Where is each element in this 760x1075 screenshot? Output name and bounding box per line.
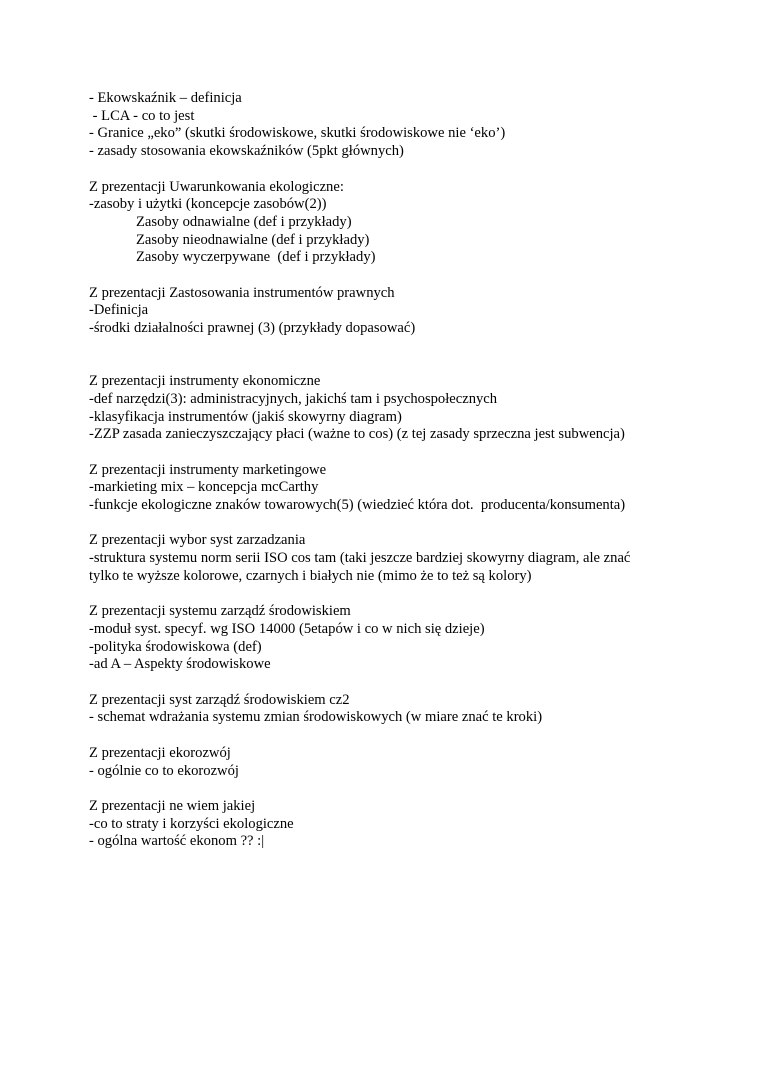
section-heading: Z prezentacji syst zarządź środowiskiem cz2 [89, 691, 350, 708]
doc-line: - Granice „eko” (skutki środowiskowe, skutki środowiskowe nie ‘eko’) [89, 125, 506, 142]
indented-line: Zasoby nieodnawialne (def i przykłady) [136, 231, 370, 248]
blank-line [89, 444, 689, 462]
blank-line [89, 338, 689, 356]
doc-line: tylko te wyższe kolorowe, czarnych i białych nie (mimo że to też są kolory) [89, 567, 532, 584]
doc-line: -środki działalności prawnej (3) (przykłady dopasować) [89, 320, 416, 337]
doc-line: - ogólnie co to ekorozwój [89, 762, 239, 779]
blank-line [89, 674, 689, 692]
doc-line: -markieting mix – koncepcja mcCarthy [89, 479, 319, 496]
section-heading: Z prezentacji Uwarunkowania ekologiczne: [89, 178, 344, 195]
doc-line: - LCA - co to jest [89, 107, 195, 124]
indented-line: Zasoby odnawialne (def i przykłady) [136, 213, 352, 230]
blank-line [89, 727, 689, 745]
section-heading: Z prezentacji ekorozwój [89, 744, 231, 761]
doc-line: -struktura systemu norm serii ISO cos tam (taki jeszcze bardziej skowyrny diagram, ale znać [89, 550, 631, 567]
doc-line: -zasoby i użytki (koncepcje zasobów(2)) [89, 196, 327, 213]
section-heading: Z prezentacji instrumenty marketingowe [89, 461, 327, 478]
section-heading: Z prezentacji wybor syst zarzadzania [89, 532, 306, 549]
doc-line: - ogólna wartość ekonom ?? :| [89, 833, 265, 850]
doc-line: -ad A – Aspekty środowiskowe [89, 656, 271, 673]
doc-line: - zasady stosowania ekowskaźników (5pkt głównych) [89, 143, 404, 160]
section-heading: Z prezentacji ne wiem jakiej [89, 797, 256, 814]
blank-line [89, 161, 689, 179]
blank-line [89, 356, 689, 374]
doc-line: -moduł syst. specyf. wg ISO 14000 (5etapów i co w nich się dzieje) [89, 620, 485, 637]
doc-line: - schemat wdrażania systemu zmian środowiskowych (w miare znać te kroki) [89, 709, 543, 726]
blank-line [89, 515, 689, 533]
doc-line: -Definicja [89, 302, 149, 319]
blank-line [89, 780, 689, 798]
section-heading: Z prezentacji systemu zarządź środowiskiem [89, 603, 351, 620]
doc-line: - Ekowskaźnik – definicja [89, 90, 242, 106]
blank-line [89, 586, 689, 604]
section-heading: Z prezentacji Zastosowania instrumentów prawnych [89, 284, 395, 301]
blank-line [89, 267, 689, 285]
section-heading: Z prezentacji instrumenty ekonomiczne [89, 373, 321, 390]
doc-line: -klasyfikacja instrumentów (jakiś skowyrny diagram) [89, 408, 402, 425]
doc-line: -ZZP zasada zanieczyszczający płaci (ważne to cos) (z tej zasady sprzeczna jest subwencja) [89, 426, 625, 443]
doc-line: -polityka środowiskowa (def) [89, 638, 262, 655]
doc-line: -co to straty i korzyści ekologiczne [89, 815, 294, 832]
indented-line: Zasoby wyczerpywane (def i przykłady) [136, 249, 376, 266]
doc-line: -def narzędzi(3): administracyjnych, jakichś tam i psychospołecznych [89, 390, 498, 407]
doc-line: -funkcje ekologiczne znaków towarowych(5) (wiedzieć która dot. producenta/konsumenta) [89, 497, 626, 514]
document-page [89, 90, 689, 851]
